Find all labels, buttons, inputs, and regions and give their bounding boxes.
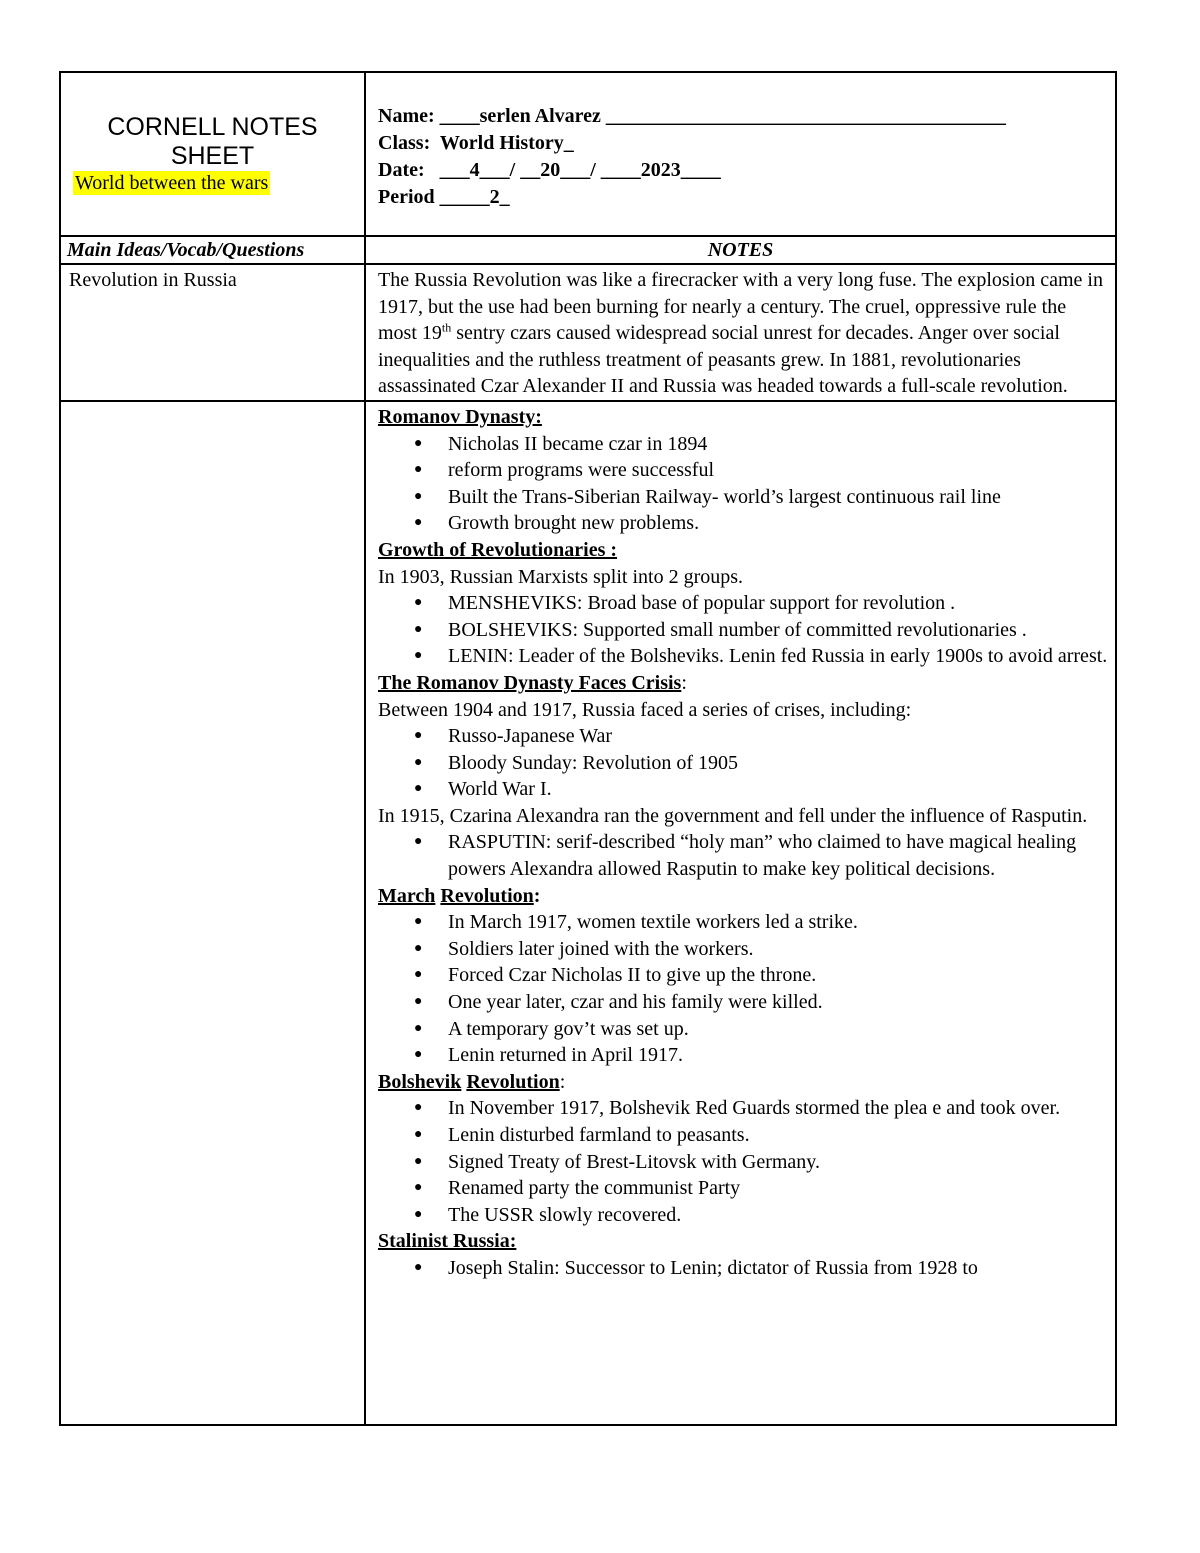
bullet-list [378,909,1109,1069]
heading-march: March [378,884,436,907]
list-item: ● Built the Trans-Siberian Railway- world’s largest continuous rail line [448,484,1109,511]
list-item: ● BOLSHEVIKS: Supported small number of committed revolutionaries . [448,617,1109,644]
list-item: ● Joseph Stalin: Successor to Lenin; dictator of Russia from 1928 to [448,1255,1109,1282]
notes-detail-cell [365,401,1116,1425]
heading-suffix: : [559,1070,566,1093]
bullet-list [378,829,1109,882]
list-item: ● Forced Czar Nicholas II to give up the throne. [448,962,1109,989]
section-heading [378,1069,1109,1096]
title-line-2: SHEET [170,142,255,170]
period-line: Period _____2_ [378,186,510,208]
date-line: Date: ___4___/ __20___/ ____2023____ [378,159,721,181]
list-item: ● In March 1917, women textile workers led a strike. [448,909,1109,936]
cue-revolution-in-russia: Revolution in Russia [60,264,365,401]
cornell-notes-table [59,71,1117,1426]
list-item: ● Growth brought new problems. [448,510,1109,537]
heading-revolution: Revolution [466,1070,560,1093]
list-item: ● RASPUTIN: serif-described “holy man” who claimed to have magical healing powers Alexandra allowed Rasputin to make key political decisions. [448,829,1109,882]
heading-romanov-crisis: The Romanov Dynasty Faces Crisis [378,671,682,694]
bullet-list [378,1095,1109,1228]
list-item: ● The USSR slowly recovered. [448,1202,1109,1229]
list-item: ● Signed Treaty of Brest-Litovsk with Germany. [448,1149,1109,1176]
column-header-right: NOTES [365,236,1116,264]
heading-suffix: : [533,884,541,907]
header-row [60,72,1116,236]
title-line-1: CORNELL NOTES [107,113,318,141]
notes-row-2 [60,401,1116,1425]
intro-text-b: sentry czars caused widespread social unrest for decades. Anger over social inequalities and the ruthless treatment of peasants grew. In 1881, revolutionaries assassinated Czar Alexander II and Russia was headed towards a full-scale revolution. [378,322,1068,398]
cue-empty [60,401,365,1425]
section-intro: Between 1904 and 1917, Russia faced a series of crises, including: [378,698,912,721]
title-cell [60,72,365,236]
list-item: ● One year later, czar and his family were killed. [448,989,1109,1016]
list-item: ● In November 1917, Bolshevik Red Guards stormed the plea e and took over. [448,1095,1109,1122]
list-item: ● Soldiers later joined with the workers. [448,936,1109,963]
section-heading [378,883,1109,910]
heading-growth-of-revolutionaries: Growth of Revolutionaries : [378,538,618,561]
section-heading [378,670,1109,697]
list-item: ● World War I. [448,776,1109,803]
intro-text-a: The Russia Revolution was like a firecracker with a very long fuse. The explosion came in 1917, but the use had been burning for nearly a century. The cruel, oppressive rule the most 19 [378,269,1103,345]
notes-row-1 [60,264,1116,401]
intro-paragraph [378,267,1109,400]
name-line: Name: ____serlen Alvarez ________________________________________ [378,105,1006,127]
heading-stalinist-russia: Stalinist Russia: [378,1230,517,1253]
list-item: ● Lenin disturbed farmland to peasants. [448,1122,1109,1149]
list-item: ● Lenin returned in April 1917. [448,1042,1109,1069]
class-line: Class: World History_ [378,132,574,154]
section-heading [378,537,1109,564]
notes-intro-paragraph [365,264,1116,401]
column-header-row [60,236,1116,264]
section-heading [378,404,1109,431]
list-item: ● Russo-Japanese War [448,723,1109,750]
heading-romanov-dynasty: Romanov Dynasty: [378,405,542,428]
bullet-list [378,723,1109,803]
heading-revolution: Revolution [440,884,534,907]
list-item: ● Nicholas II became czar in 1894 [448,431,1109,458]
sheet-title [65,113,360,171]
list-item: ● A temporary gov’t was set up. [448,1016,1109,1043]
student-info-cell [365,72,1116,236]
bullet-list [378,1255,1109,1282]
section-heading [378,1228,1109,1255]
list-item: ● LENIN: Leader of the Bolsheviks. Lenin fed Russia in early 1900s to avoid arrest. [448,643,1109,670]
sheet-subtitle: World between the wars [75,172,269,194]
bullet-list [378,431,1109,537]
list-item: ● Renamed party the communist Party [448,1175,1109,1202]
heading-bolshevik: Bolshevik [378,1070,462,1093]
column-header-left: Main Ideas/Vocab/Questions [60,236,365,264]
section-intro: In 1903, Russian Marxists split into 2 groups. [378,565,744,588]
bullet-list [378,590,1109,670]
list-item: ● reform programs were successful [448,457,1109,484]
intro-superscript: th [441,320,452,335]
section-paragraph: In 1915, Czarina Alexandra ran the government and fell under the influence of Rasputin. [378,804,1088,827]
list-item: ● MENSHEVIKS: Broad base of popular support for revolution . [448,590,1109,617]
heading-suffix: : [681,671,687,694]
list-item: ● Bloody Sunday: Revolution of 1905 [448,750,1109,777]
